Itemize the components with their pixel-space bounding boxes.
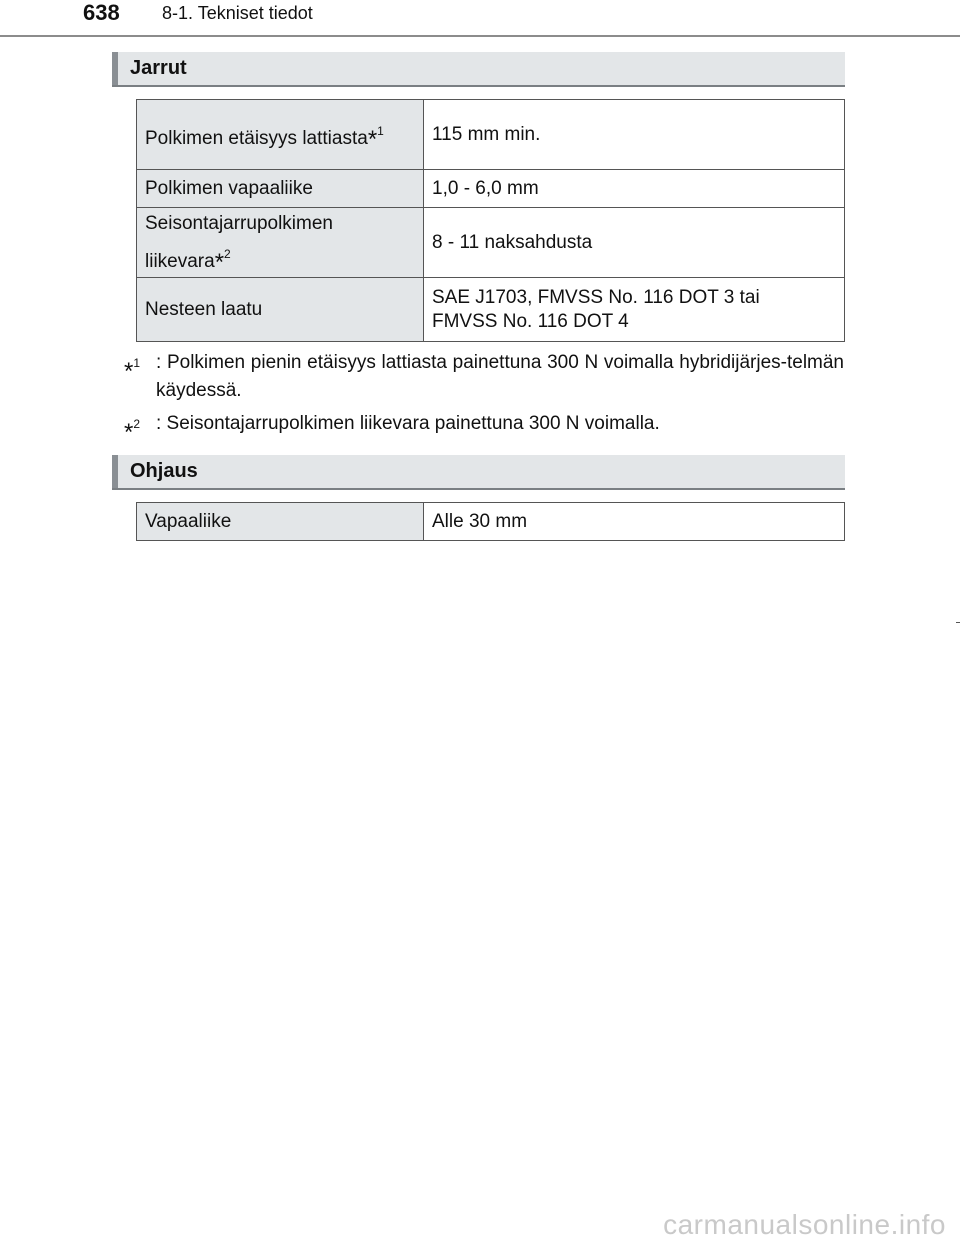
spec-value: 115 mm min. bbox=[424, 100, 845, 170]
section-heading-label: Jarrut bbox=[130, 57, 187, 79]
header-divider bbox=[0, 35, 960, 37]
table-row bbox=[137, 208, 845, 278]
edge-mark bbox=[956, 622, 960, 623]
spec-value: Alle 30 mm bbox=[424, 503, 845, 541]
spec-value: 1,0 - 6,0 mm bbox=[424, 170, 845, 208]
section-heading-bar bbox=[112, 455, 118, 488]
brakes-spec-table bbox=[136, 99, 845, 342]
steering-spec-table bbox=[136, 502, 845, 541]
spec-label: Polkimen etäisyys lattiasta*$^1$ bbox=[137, 100, 424, 170]
spec-label: Seisontajarrupolkimen liikevara*$^2$ bbox=[137, 208, 424, 278]
page-number: 638 bbox=[83, 0, 120, 25]
section-heading-brakes bbox=[112, 52, 845, 87]
section-heading-steering bbox=[112, 455, 845, 490]
table-row bbox=[137, 100, 845, 170]
spec-value: SAE J1703, FMVSS No. 116 DOT 3 tai FMVSS No. 116 DOT 4 bbox=[424, 278, 845, 342]
table-row bbox=[137, 503, 845, 541]
section-heading-label: Ohjaus bbox=[130, 460, 198, 482]
table-row bbox=[137, 170, 845, 208]
spec-label: Polkimen vapaaliike bbox=[137, 170, 424, 208]
spec-label: Nesteen laatu bbox=[137, 278, 424, 342]
table-row bbox=[137, 278, 845, 342]
spec-value: 8 - 11 naksahdusta bbox=[424, 208, 845, 278]
footnote-2: *$^2$ : Seisontajarrupolkimen liikevara painettuna 300 N voimalla. bbox=[124, 413, 660, 446]
spec-label: Vapaaliike bbox=[137, 503, 424, 541]
section-heading-bar bbox=[112, 52, 118, 85]
chapter-title: 8-1. Tekniset tiedot bbox=[162, 3, 313, 23]
footnote-1: *$^1$ : Polkimen pienin etäisyys lattiasta painettuna 300 N voimalla hybridijärjes-telmän käydessä. bbox=[124, 352, 844, 401]
watermark: carmanualsonline.info bbox=[663, 1209, 946, 1240]
page-header bbox=[0, 0, 960, 40]
